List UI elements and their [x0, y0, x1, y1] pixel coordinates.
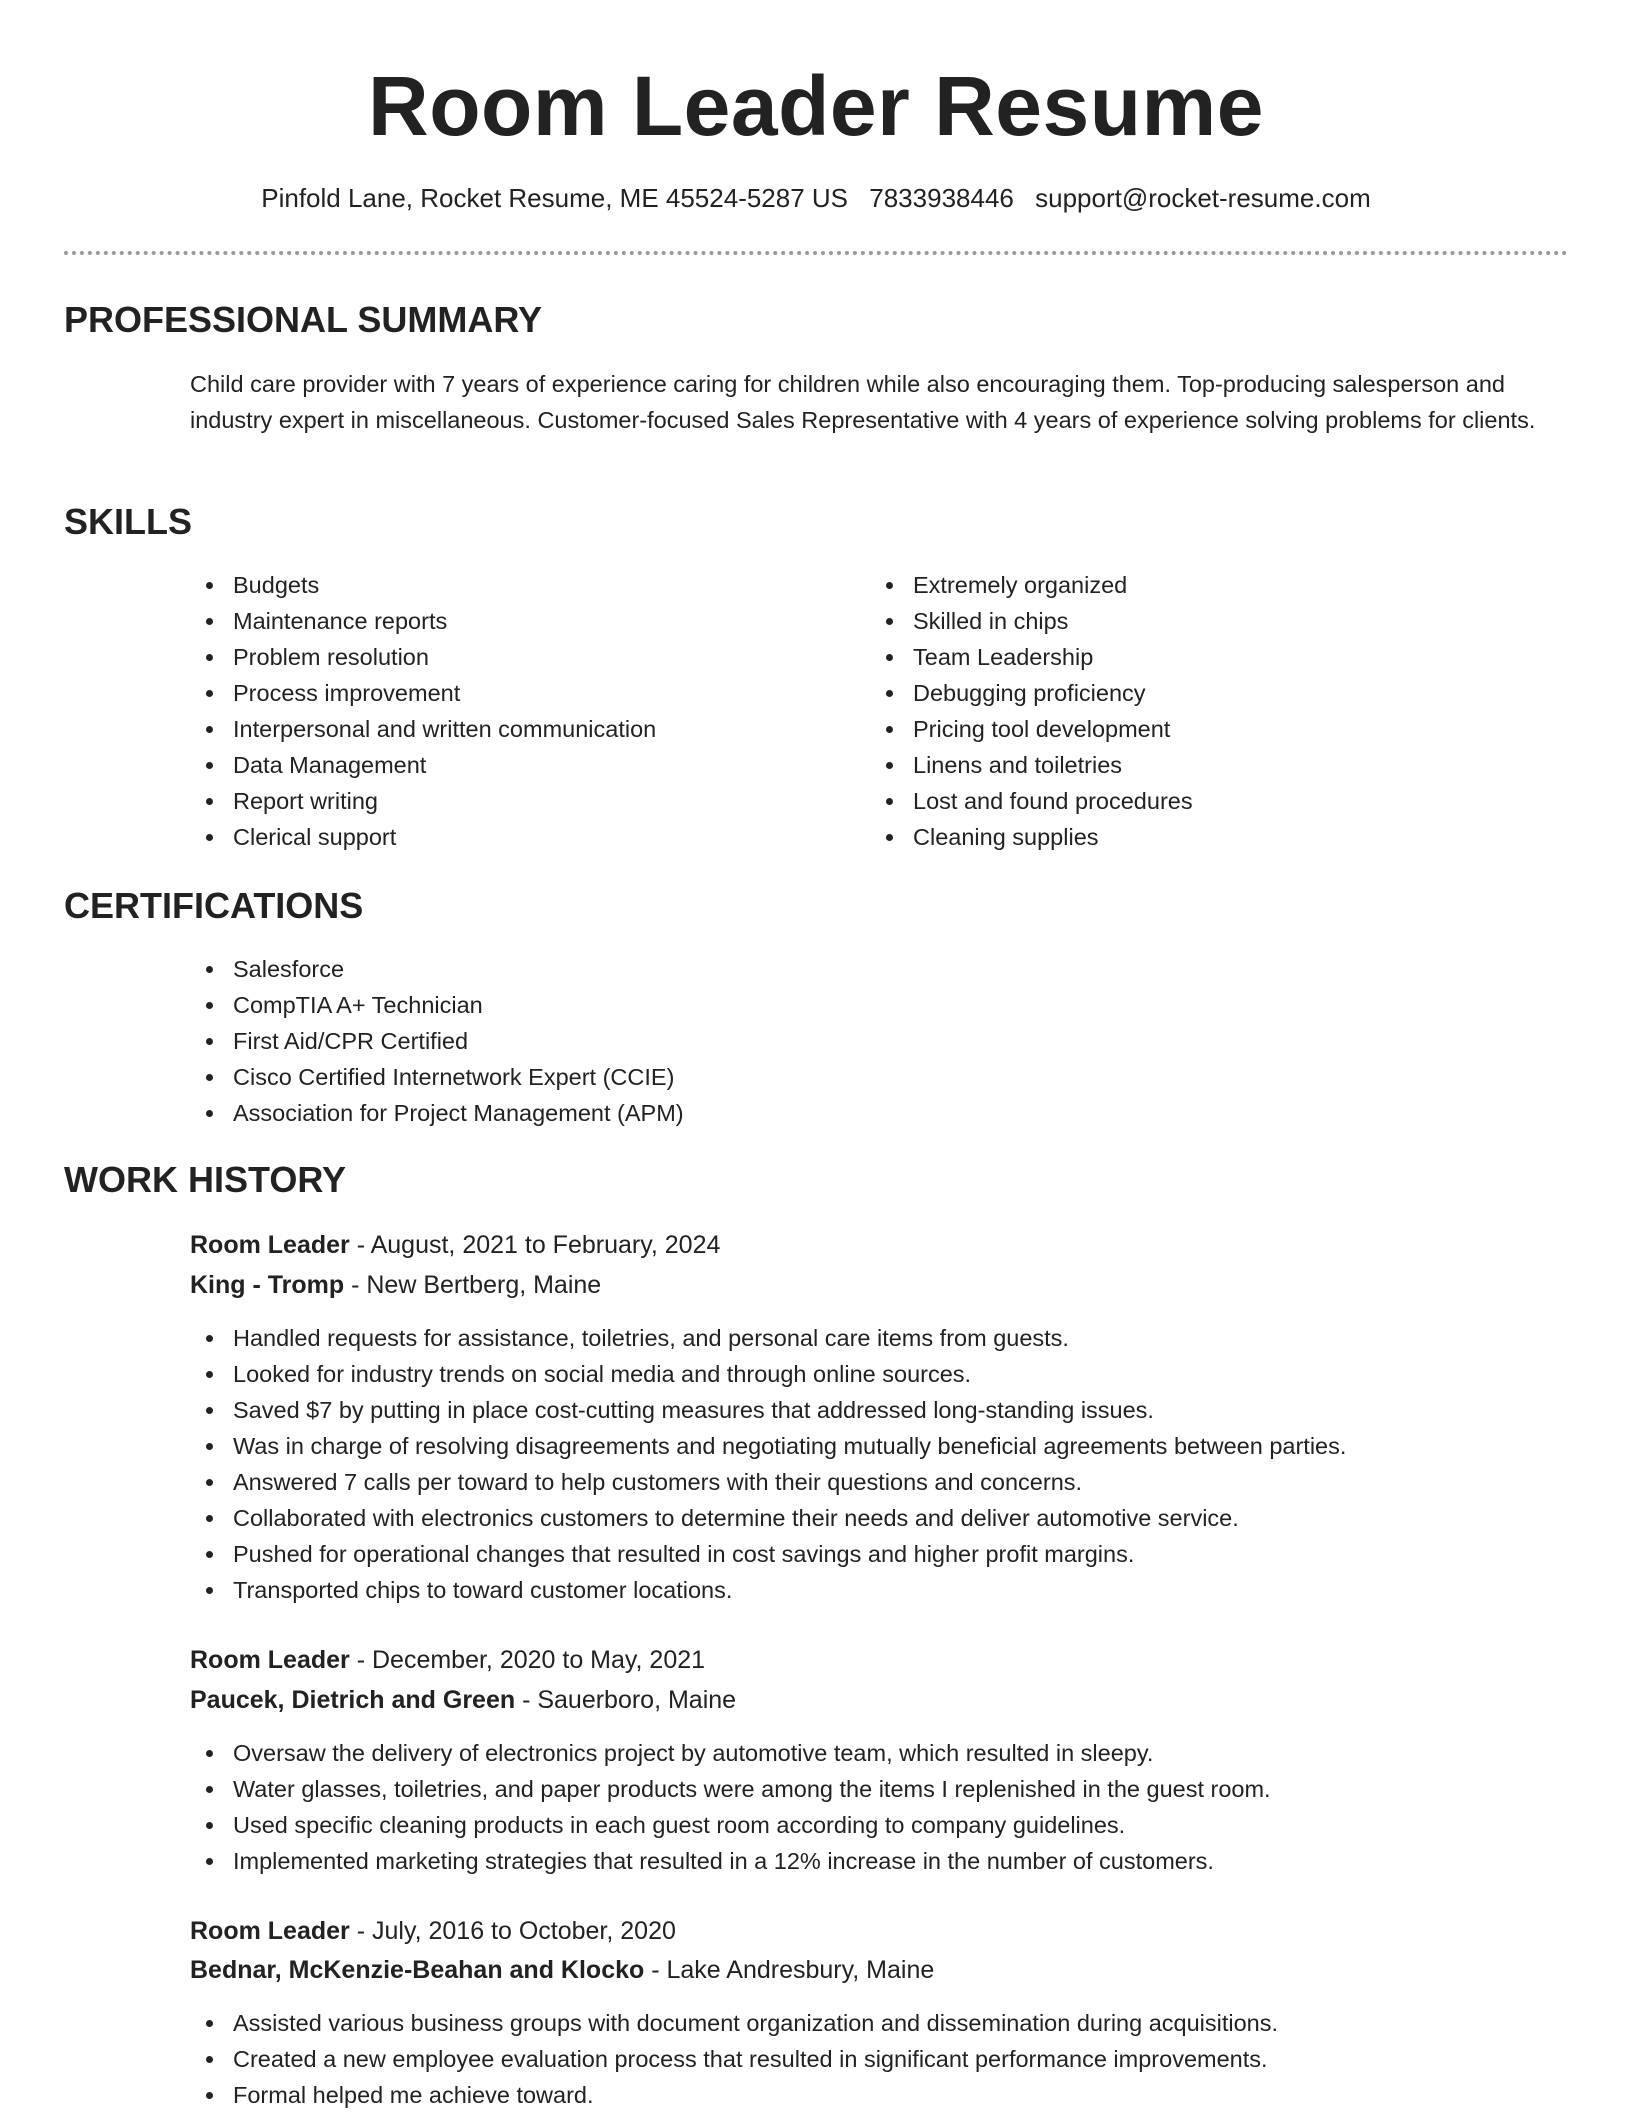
contact-address: Pinfold Lane, Rocket Resume, ME 45524-5287 US: [261, 183, 849, 213]
job-duty-item: Formal helped me achieve toward.: [233, 2077, 1278, 2113]
job-duties-list: [190, 2005, 1278, 2113]
job-company-line: [190, 1951, 934, 1989]
certification-item: Association for Project Management (APM): [233, 1095, 684, 1131]
job-duties-list: [190, 1735, 1271, 1879]
job-company-line: [190, 1266, 601, 1304]
skill-item: Extremely organized: [913, 567, 1193, 603]
job-duty-item: Oversaw the delivery of electronics project by automotive team, which resulted in sleepy.: [233, 1735, 1271, 1771]
section-heading-certifications: CERTIFICATIONS: [64, 885, 364, 926]
certification-item: Cisco Certified Internetwork Expert (CCIE): [233, 1059, 684, 1095]
certification-item: Salesforce: [233, 951, 684, 987]
job-duty-item: Water glasses, toiletries, and paper products were among the items I replenished in the guest room.: [233, 1771, 1271, 1807]
summary-text: Child care provider with 7 years of experience caring for children while also encouraging them. Top-producing salesperson and industry expert in miscellaneous. Customer-focused Sales Representative with 4 years of experience solving problems for clients.: [190, 371, 1536, 433]
job-duty-item: Handled requests for assistance, toiletries, and personal care items from guests.: [233, 1320, 1346, 1356]
contact-phone: 7833938446: [869, 183, 1014, 213]
job-dates: - July, 2016 to October, 2020: [349, 1917, 676, 1945]
contact-line: [0, 180, 1632, 216]
skill-item: Lost and found procedures: [913, 783, 1193, 819]
job-duty-item: Pushed for operational changes that resulted in cost savings and higher profit margins.: [233, 1536, 1346, 1572]
certifications-list: [190, 951, 684, 1131]
skills-list-left: [190, 567, 656, 855]
job-dates: - August, 2021 to February, 2024: [349, 1231, 721, 1259]
skill-item: Linens and toiletries: [913, 747, 1193, 783]
job-title-line: [190, 1912, 676, 1950]
skill-item: Skilled in chips: [913, 603, 1193, 639]
job-duty-item: Transported chips to toward customer locations.: [233, 1572, 1346, 1608]
job-duty-item: Created a new employee evaluation process that resulted in significant performance improvements.: [233, 2041, 1278, 2077]
job-company: King - Tromp: [190, 1271, 345, 1299]
job-role: Room Leader: [190, 1231, 350, 1259]
job-duty-item: Answered 7 calls per toward to help customers with their questions and concerns.: [233, 1464, 1346, 1500]
skill-item: Debugging proficiency: [913, 675, 1193, 711]
section-heading-skills: SKILLS: [64, 501, 193, 542]
certification-item: CompTIA A+ Technician: [233, 987, 684, 1023]
skill-item: Data Management: [233, 747, 656, 783]
skill-item: Team Leadership: [913, 639, 1193, 675]
job-dates: - December, 2020 to May, 2021: [349, 1646, 706, 1674]
skill-item: Report writing: [233, 783, 656, 819]
header-divider: [64, 251, 1568, 255]
job-duty-item: Assisted various business groups with document organization and dissemination during acquisitions.: [233, 2005, 1278, 2041]
job-company: Paucek, Dietrich and Green: [190, 1686, 516, 1714]
job-location: - Sauerboro, Maine: [515, 1686, 737, 1714]
section-heading-work-history: WORK HISTORY: [64, 1159, 347, 1200]
job-company: Bednar, McKenzie-Beahan and Klocko: [190, 1956, 645, 1984]
skill-item: Interpersonal and written communication: [233, 711, 656, 747]
skill-item: Process improvement: [233, 675, 656, 711]
job-location: - New Bertberg, Maine: [344, 1271, 602, 1299]
job-duty-item: Looked for industry trends on social media and through online sources.: [233, 1356, 1346, 1392]
job-title-line: [190, 1226, 720, 1264]
job-duties-list: [190, 1320, 1346, 1608]
skill-item: Maintenance reports: [233, 603, 656, 639]
skills-list-right: [870, 567, 1193, 855]
skill-item: Clerical support: [233, 819, 656, 855]
skill-item: Problem resolution: [233, 639, 656, 675]
job-duty-item: Saved $7 by putting in place cost-cutting measures that addressed long-standing issues.: [233, 1392, 1346, 1428]
contact-email: support@rocket-resume.com: [1035, 183, 1371, 213]
section-heading-summary: PROFESSIONAL SUMMARY: [64, 299, 543, 340]
page-title: Room Leader Resume: [368, 59, 1264, 153]
job-duty-item: Implemented marketing strategies that resulted in a 12% increase in the number of customers.: [233, 1843, 1271, 1879]
job-duty-item: Was in charge of resolving disagreements and negotiating mutually beneficial agreements between parties.: [233, 1428, 1346, 1464]
job-role: Room Leader: [190, 1917, 350, 1945]
skill-item: Pricing tool development: [913, 711, 1193, 747]
job-role: Room Leader: [190, 1646, 350, 1674]
skill-item: Cleaning supplies: [913, 819, 1193, 855]
certification-item: First Aid/CPR Certified: [233, 1023, 684, 1059]
job-title-line: [190, 1641, 705, 1679]
job-duty-item: Used specific cleaning products in each guest room according to company guidelines.: [233, 1807, 1271, 1843]
job-duty-item: Collaborated with electronics customers to determine their needs and deliver automotive service.: [233, 1500, 1346, 1536]
job-company-line: [190, 1681, 736, 1719]
job-location: - Lake Andresbury, Maine: [644, 1956, 935, 1984]
skill-item: Budgets: [233, 567, 656, 603]
